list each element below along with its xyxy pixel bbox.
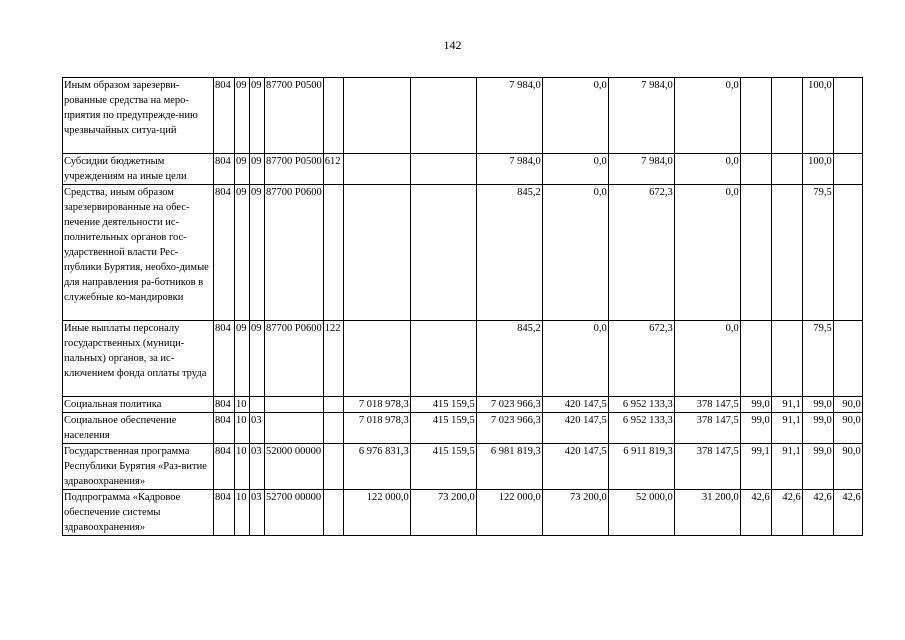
code-subsection-cell: 03: [250, 444, 265, 490]
value-cell: 6 981 819,3: [476, 444, 542, 490]
code-subsection-cell: 09: [250, 185, 265, 321]
code-section-cell: 09: [235, 185, 250, 321]
code-expense-type-cell: [323, 413, 343, 444]
code-expense-type-cell: [323, 78, 343, 154]
value-cell: 0,0: [542, 78, 608, 154]
value-cell: [410, 154, 476, 185]
percent-cell: 100,0: [802, 78, 833, 154]
percent-cell: 79,5: [802, 185, 833, 321]
code-ministry-cell: 804: [214, 397, 235, 413]
code-ministry-cell: 804: [214, 321, 235, 397]
code-target-article-cell: 87700 P0500: [265, 78, 324, 154]
percent-cell: [771, 78, 802, 154]
code-subsection-cell: 03: [250, 490, 265, 536]
value-cell: 672,3: [608, 321, 674, 397]
row-name-cell: Государственная программа Республики Бурятия «Раз-витие здравоохранения»: [63, 444, 214, 490]
table-row: [63, 321, 863, 397]
value-cell: 0,0: [674, 185, 740, 321]
row-name-cell: Иным образом зарезерви-рованные средства на меро-приятия по предупрежде-нию чрезвычайных ситуа-ций: [63, 78, 214, 154]
value-cell: 845,2: [476, 185, 542, 321]
value-cell: 0,0: [674, 78, 740, 154]
percent-cell: 99,0: [802, 444, 833, 490]
value-cell: 420 147,5: [542, 397, 608, 413]
value-cell: 0,0: [674, 321, 740, 397]
code-target-article-cell: [265, 413, 324, 444]
code-target-article-cell: 87700 P0600: [265, 185, 324, 321]
value-cell: 122 000,0: [343, 490, 410, 536]
value-cell: 7 023 966,3: [476, 397, 542, 413]
value-cell: 378 147,5: [674, 397, 740, 413]
percent-cell: [771, 321, 802, 397]
percent-cell: [740, 321, 771, 397]
percent-cell: 42,6: [771, 490, 802, 536]
percent-cell: 91,1: [771, 397, 802, 413]
percent-cell: [771, 154, 802, 185]
value-cell: 6 952 133,3: [608, 413, 674, 444]
code-subsection-cell: 09: [250, 154, 265, 185]
percent-cell: 79,5: [802, 321, 833, 397]
percent-cell: [740, 154, 771, 185]
percent-cell: [833, 185, 862, 321]
code-expense-type-cell: 122: [323, 321, 343, 397]
table-row: [63, 444, 863, 490]
code-subsection-cell: 09: [250, 321, 265, 397]
percent-cell: 99,0: [802, 413, 833, 444]
value-cell: 415 159,5: [410, 444, 476, 490]
value-cell: 7 984,0: [608, 78, 674, 154]
percent-cell: 91,1: [771, 444, 802, 490]
code-ministry-cell: 804: [214, 413, 235, 444]
value-cell: 122 000,0: [476, 490, 542, 536]
row-name-cell: Социальная политика: [63, 397, 214, 413]
percent-cell: 99,0: [802, 397, 833, 413]
value-cell: 420 147,5: [542, 413, 608, 444]
code-expense-type-cell: [323, 185, 343, 321]
row-name-cell: Средства, иным образом зарезервированные на обес-печение деятельности ис-полнительных органов гос-ударственной власти Рес-публики Бурятия, необхо-димые для направления ра-ботников в служебные ко-мандировки: [63, 185, 214, 321]
value-cell: 7 018 978,3: [343, 397, 410, 413]
value-cell: 0,0: [542, 321, 608, 397]
code-section-cell: 10: [235, 413, 250, 444]
percent-cell: 99,0: [740, 397, 771, 413]
table-row: [63, 185, 863, 321]
page-number: 142: [443, 38, 462, 52]
code-expense-type-cell: [323, 490, 343, 536]
row-name-cell: Иные выплаты персоналу государственных (муници-пальных) органов, за ис-ключением фонда оплаты труда: [63, 321, 214, 397]
percent-cell: [740, 185, 771, 321]
value-cell: 7 018 978,3: [343, 413, 410, 444]
percent-cell: [833, 154, 862, 185]
value-cell: 31 200,0: [674, 490, 740, 536]
value-cell: 378 147,5: [674, 444, 740, 490]
value-cell: [343, 185, 410, 321]
value-cell: 845,2: [476, 321, 542, 397]
code-subsection-cell: [250, 397, 265, 413]
value-cell: 415 159,5: [410, 397, 476, 413]
code-section-cell: 09: [235, 78, 250, 154]
code-target-article-cell: 87700 P0600: [265, 321, 324, 397]
code-subsection-cell: 09: [250, 78, 265, 154]
value-cell: 52 000,0: [608, 490, 674, 536]
code-target-article-cell: 52700 00000: [265, 490, 324, 536]
value-cell: 7 984,0: [476, 154, 542, 185]
value-cell: [343, 154, 410, 185]
code-target-article-cell: 87700 P0500: [265, 154, 324, 185]
code-target-article-cell: 52000 00000: [265, 444, 324, 490]
value-cell: 7 984,0: [608, 154, 674, 185]
percent-cell: [833, 321, 862, 397]
row-name-cell: Социальное обеспечение населения: [63, 413, 214, 444]
code-expense-type-cell: 612: [323, 154, 343, 185]
table-row: [63, 397, 863, 413]
value-cell: 6 952 133,3: [608, 397, 674, 413]
percent-cell: 90,0: [833, 444, 862, 490]
percent-cell: 100,0: [802, 154, 833, 185]
code-subsection-cell: 03: [250, 413, 265, 444]
percent-cell: 99,1: [740, 444, 771, 490]
value-cell: 73 200,0: [410, 490, 476, 536]
code-section-cell: 09: [235, 321, 250, 397]
value-cell: 378 147,5: [674, 413, 740, 444]
value-cell: [410, 185, 476, 321]
percent-cell: 91,1: [771, 413, 802, 444]
table-row: [63, 490, 863, 536]
value-cell: 6 976 831,3: [343, 444, 410, 490]
row-name-cell: Субсидии бюджетным учреждениям на иные цели: [63, 154, 214, 185]
percent-cell: 90,0: [833, 397, 862, 413]
value-cell: 0,0: [542, 154, 608, 185]
code-section-cell: 10: [235, 490, 250, 536]
code-ministry-cell: 804: [214, 444, 235, 490]
code-ministry-cell: 804: [214, 185, 235, 321]
percent-cell: 42,6: [740, 490, 771, 536]
value-cell: 420 147,5: [542, 444, 608, 490]
value-cell: 7 023 966,3: [476, 413, 542, 444]
value-cell: 7 984,0: [476, 78, 542, 154]
value-cell: [410, 78, 476, 154]
code-ministry-cell: 804: [214, 490, 235, 536]
percent-cell: [833, 78, 862, 154]
code-ministry-cell: 804: [214, 78, 235, 154]
code-section-cell: 10: [235, 444, 250, 490]
value-cell: 6 911 819,3: [608, 444, 674, 490]
value-cell: [410, 321, 476, 397]
code-expense-type-cell: [323, 397, 343, 413]
code-target-article-cell: [265, 397, 324, 413]
percent-cell: 99,0: [740, 413, 771, 444]
value-cell: [343, 78, 410, 154]
table-row: [63, 154, 863, 185]
table-row: [63, 78, 863, 154]
percent-cell: 42,6: [833, 490, 862, 536]
percent-cell: [771, 185, 802, 321]
value-cell: 672,3: [608, 185, 674, 321]
code-expense-type-cell: [323, 444, 343, 490]
percent-cell: 90,0: [833, 413, 862, 444]
value-cell: 73 200,0: [542, 490, 608, 536]
table-row: [63, 413, 863, 444]
percent-cell: 42,6: [802, 490, 833, 536]
value-cell: 0,0: [542, 185, 608, 321]
code-ministry-cell: 804: [214, 154, 235, 185]
value-cell: [343, 321, 410, 397]
code-section-cell: 09: [235, 154, 250, 185]
row-name-cell: Подпрограмма «Кадровое обеспечение системы здравоохранения»: [63, 490, 214, 536]
percent-cell: [740, 78, 771, 154]
value-cell: 415 159,5: [410, 413, 476, 444]
code-section-cell: 10: [235, 397, 250, 413]
budget-table: [62, 77, 863, 536]
value-cell: 0,0: [674, 154, 740, 185]
